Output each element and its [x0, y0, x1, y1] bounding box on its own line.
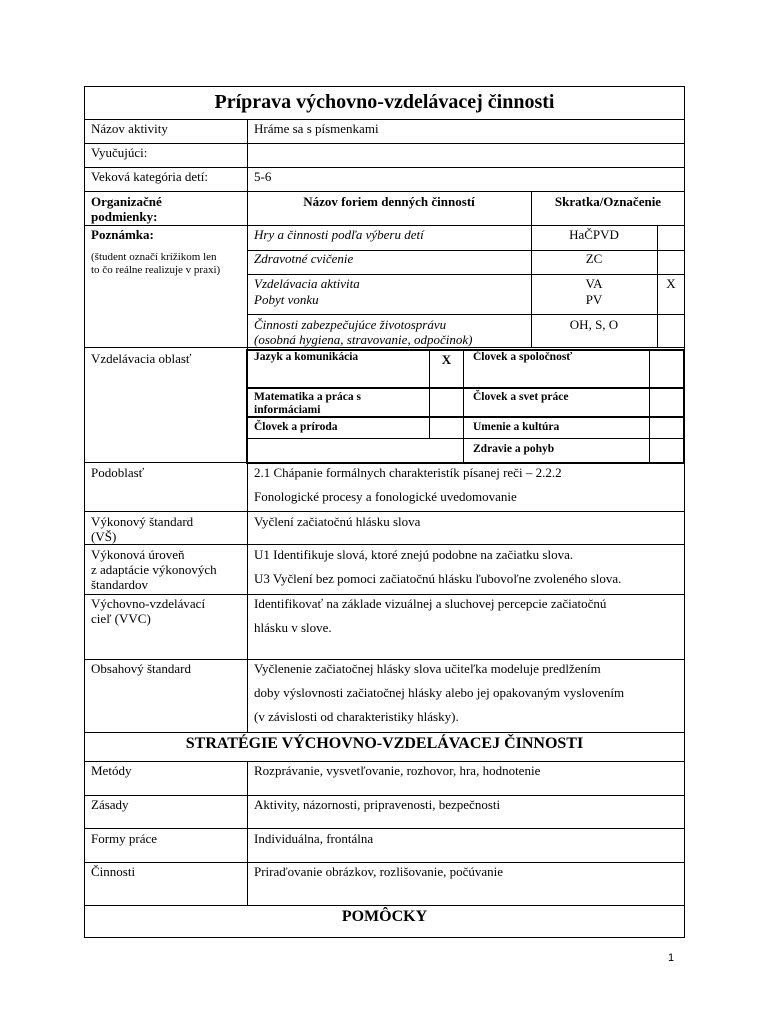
row-divider [247, 314, 685, 315]
performance-level-label: štandardov [91, 577, 149, 592]
row-divider [84, 544, 685, 545]
activity-name-label: Názov aktivity [91, 121, 168, 136]
form-item-abbr: PV [585, 292, 603, 307]
row-divider [247, 274, 685, 275]
form-item-name: Činnosti zabezpečujúce životosprávu [254, 317, 447, 332]
methods-label: Metódy [91, 763, 132, 778]
area-cell-name: Matematika a práca s [254, 391, 361, 403]
note-label: Poznámka: [91, 227, 154, 242]
grid-divider [246, 387, 685, 389]
activity-name-value: Hráme sa s písmenkami [254, 121, 379, 136]
row-divider [84, 905, 685, 906]
performance-level-u1: U1 Identifikuje slová, ktoré znejú podobne na začiatku slova. [254, 547, 574, 562]
educational-area-label: Vzdelávacia oblasť [91, 351, 192, 366]
methods-value: Rozprávanie, vysvetľovanie, rozhovor, hra, hodnotenie [254, 763, 541, 778]
area-cell-name: Jazyk a komunikácia [254, 351, 359, 363]
row-divider [84, 828, 685, 829]
form-item-name: Hry a činnosti podľa výberu detí [254, 227, 424, 242]
goal-label: cieľ (VVC) [91, 611, 151, 626]
content-standard-label: Obsahový štandard [91, 661, 192, 676]
goal-label: Výchovno-vzdelávací [91, 596, 206, 611]
org-conditions-label: podmienky: [91, 209, 158, 224]
row-divider [84, 594, 685, 595]
form-item-name: Pobyt vonku [254, 292, 319, 307]
area-cell-mark: X [441, 352, 452, 367]
subarea-value: Fonologické procesy a fonologické uvedomovanie [254, 489, 517, 504]
form-item-name: Vzdelávacia aktivita [254, 276, 360, 291]
form-item-name: (osobná hygiena, stravovanie, odpočinok) [254, 332, 473, 347]
row-divider [84, 732, 685, 733]
row-divider [84, 511, 685, 512]
form-item-abbr: HaČPVD [569, 227, 619, 242]
performance-standard-label: (VŠ) [91, 529, 117, 544]
principles-value: Aktivity, názornosti, pripravenosti, bezpečnosti [254, 797, 501, 812]
row-divider [84, 119, 685, 120]
content-standard-value: (v závislosti od charakteristiky hlásky). [254, 709, 459, 724]
strategies-heading: STRATÉGIE VÝCHOVNO-VZDELÁVACEJ ČINNOSTI [185, 735, 584, 752]
principles-label: Zásady [91, 797, 129, 812]
form-item-name: Zdravotné cvičenie [254, 251, 354, 266]
work-forms-label: Formy práce [91, 831, 158, 846]
row-divider [84, 795, 685, 796]
goal-value: Identifikovať na základe vizuálnej a sluchovej percepcie začiatočnú [254, 596, 607, 611]
form-item-mark: X [666, 276, 676, 291]
area-cell-name: informáciami [254, 404, 321, 416]
row-divider [84, 659, 685, 660]
performance-standard-label: Výkonový štandard [91, 514, 194, 529]
content-standard-value: Vyčlenenie začiatočnej hlásky slova učiteľka modeluje predlžením [254, 661, 601, 676]
grid-divider [246, 438, 685, 439]
area-cell-name: Človek a spoločnosť [473, 351, 573, 363]
performance-level-label: Výkonová úroveň [91, 547, 185, 562]
abbreviation-column-header: Skratka/Označenie [554, 194, 662, 209]
org-conditions-label: Organizačné [91, 194, 162, 209]
note-text: (študent označí krížikom len [91, 251, 217, 263]
row-divider [84, 143, 685, 144]
area-cell-name: Umenie a kultúra [473, 421, 560, 433]
form-item-abbr: OH, S, O [569, 317, 619, 332]
row-divider [84, 191, 685, 192]
grid-divider [649, 349, 650, 464]
row-divider [84, 225, 685, 226]
page-title: Príprava výchovno-vzdelávacej činnosti [214, 91, 555, 113]
goal-value: hlásku v slove. [254, 620, 332, 635]
performance-level-u3: U3 Vyčlení bez pomoci začiatočnú hlásku ľubovoľne zvoleného slova. [254, 571, 622, 586]
content-standard-value: doby výslovnosti začiatočnej hlásky alebo jej opakovaným vyslovením [254, 685, 625, 700]
area-cell-name: Zdravie a pohyb [473, 443, 555, 455]
note-text: to čo reálne realizuje v praxi) [91, 264, 221, 276]
activities-value: Priraďovanie obrázkov, rozlišovanie, počúvanie [254, 864, 504, 879]
row-divider [84, 761, 685, 762]
age-category-label: Veková kategória detí: [91, 169, 208, 184]
forms-column-header: Názov foriem denných činností [303, 194, 475, 209]
row-divider [84, 167, 685, 168]
page-number: 1 [668, 952, 675, 964]
teacher-label: Vyučujúci: [91, 145, 148, 160]
area-cell-name: Človek a svet práce [473, 391, 569, 403]
form-item-abbr: ZC [585, 251, 603, 266]
col-divider [247, 761, 248, 905]
activities-label: Činnosti [91, 864, 136, 879]
age-category-value: 5-6 [254, 169, 272, 184]
form-item-abbr: VA [585, 276, 603, 291]
performance-standard-value: Vyčlení začiatočnú hlásku slova [254, 514, 421, 529]
aids-heading: POMÔCKY [341, 908, 428, 925]
row-divider [84, 862, 685, 863]
subarea-value: 2.1 Chápanie formálnych charakteristík písanej reči – 2.2.2 [254, 465, 562, 480]
area-cell-name: Človek a príroda [254, 421, 338, 433]
performance-level-label: z adaptácie výkonových [91, 562, 217, 577]
subarea-label: Podoblasť [91, 465, 145, 480]
row-divider [84, 347, 685, 348]
work-forms-value: Individuálna, frontálna [254, 831, 374, 846]
